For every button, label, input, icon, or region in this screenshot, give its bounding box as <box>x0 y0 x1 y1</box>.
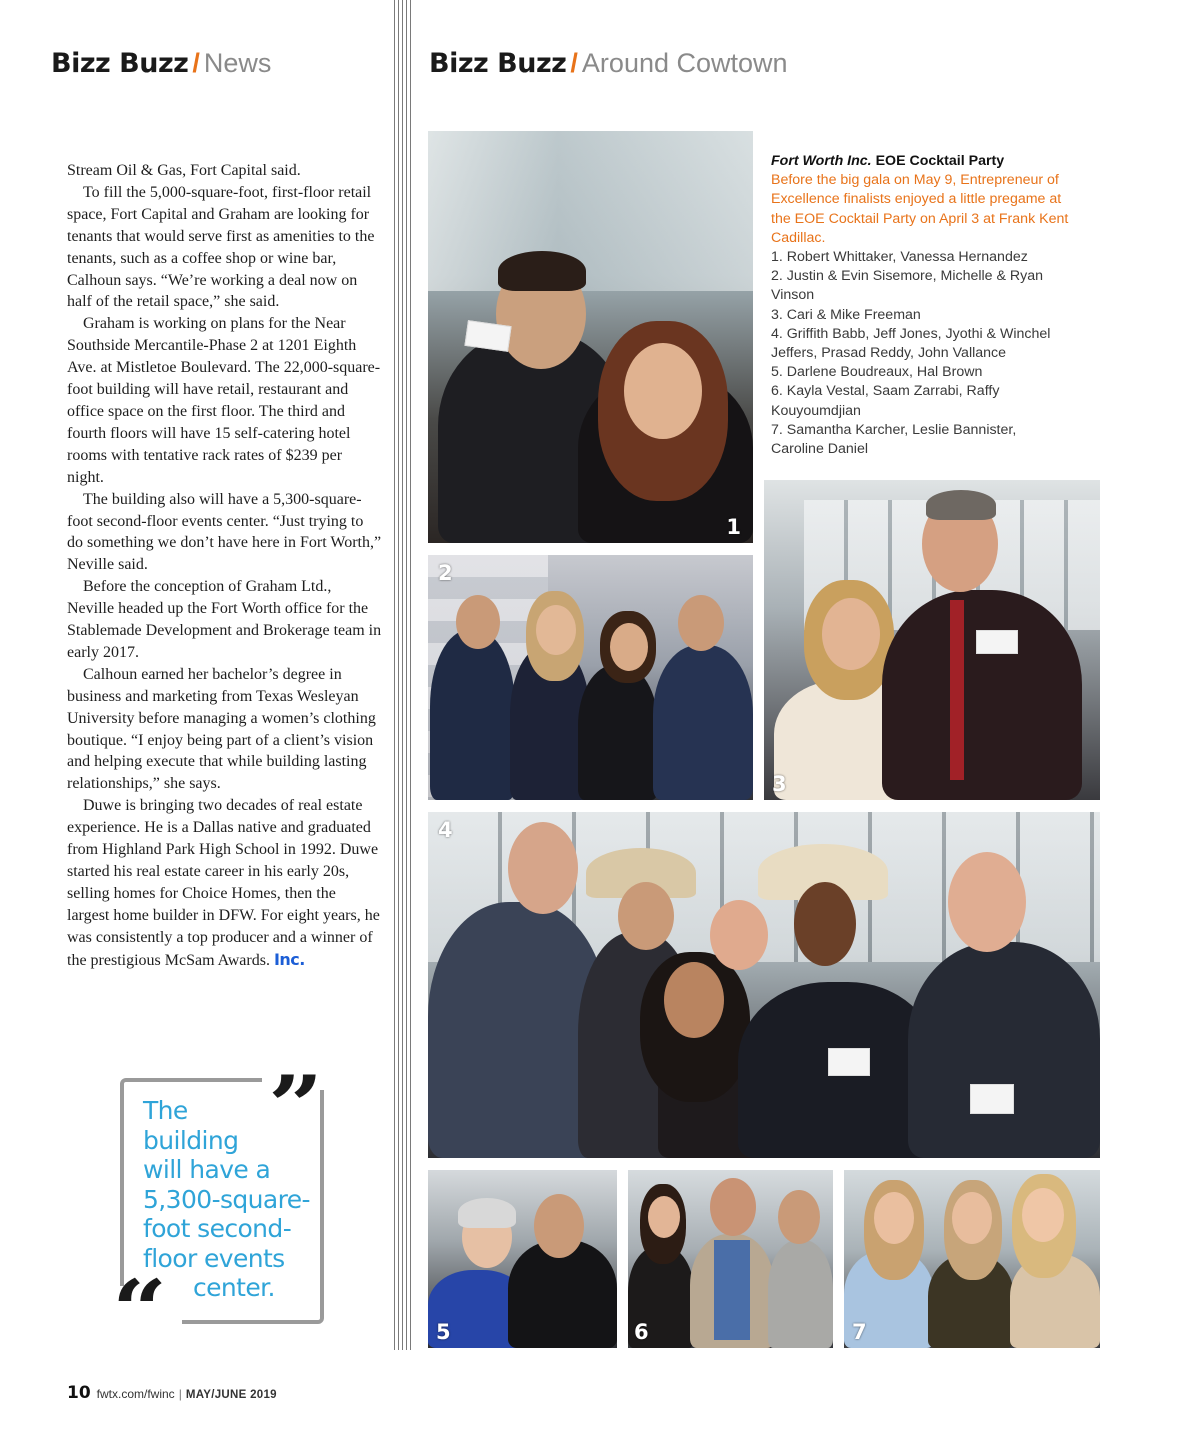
page-number: 10 <box>67 1383 91 1403</box>
right-header-title: Bizz Buzz <box>429 48 567 79</box>
photo-2 <box>428 555 753 800</box>
photo-3 <box>764 480 1100 800</box>
caption-item: 2. Justin & Evin Sisemore, Michelle & Ryan Vinson <box>771 268 1044 304</box>
caption-title-publication: Fort Worth Inc. <box>771 153 872 169</box>
caption-item: 7. Samantha Karcher, Leslie Bannister, Caroline Daniel <box>771 421 1017 458</box>
column-divider <box>393 0 411 1350</box>
pull-quote-line: building <box>143 1125 239 1155</box>
footer-issue: MAY/JUNE 2019 <box>185 1389 277 1401</box>
right-header-section: Around Cowtown <box>581 48 788 78</box>
photo-number: 7 <box>852 1320 867 1344</box>
caption-item: 3. Cari & Mike Freeman <box>771 306 921 323</box>
caption-item: 4. Griffith Babb, Jeff Jones, Jyothi & Winchel Jeffers, Prasad Reddy, John Vallance <box>771 325 1051 362</box>
left-header-slash: / <box>192 48 200 78</box>
left-section-header <box>51 48 271 79</box>
caption-item: 1. Robert Whittaker, Vanessa Hernandez <box>771 249 1028 266</box>
pull-quote-line: The <box>143 1096 188 1125</box>
photo-7 <box>844 1170 1100 1348</box>
article-paragraph: The building also will have a 5,300-square-foot second-floor events center. “Just trying to do something we don’t have here in Fort Worth,” Neville said. <box>67 490 382 574</box>
photo-number: 2 <box>438 561 453 585</box>
footer-divider: | <box>178 1387 182 1401</box>
photo-number: 1 <box>726 515 741 539</box>
caption-item: 6. Kayla Vestal, Saam Zarrabi, Raffy Kouyoumdjian <box>771 383 1000 419</box>
article-paragraph: Graham is working on plans for the Near Southside Mercantile-Phase 2 at 1201 Eighth Ave. at Mistletoe Boulevard. The 22,000-square-foot building will have retail, restaurant and office space on the first floor. The third and fourth floors will have 15 self-catering hotel rooms with tentative rack rates of $239 per night. <box>67 315 381 486</box>
article-paragraph-text: Duwe is bringing two decades of real estate experience. He is a Dallas native and graduated from Highland Park High School in 1992. Duwe started his real estate career in his early 20s, selling homes for Choice Homes, then the largest home builder in DFW. For eight years, he was consistently a top producer and a winner of the prestigious McSam Awards. <box>67 797 380 969</box>
article-paragraph: Before the conception of Graham Ltd., Neville headed up the Fort Worth office for the Stablemade Development and Brokerage team in early 2017. <box>67 578 382 661</box>
caption-name-list <box>771 248 1071 459</box>
caption-item: 5. Darlene Boudreaux, Hal Brown <box>771 364 983 381</box>
photo-5 <box>428 1170 617 1348</box>
article-paragraph-last <box>67 795 382 971</box>
photo-4 <box>428 812 1100 1158</box>
article-paragraph: Calhoun earned her bachelor’s degree in business and marketing from Texas Wesleyan University before managing a women’s clothing boutique. “I enjoy being part of a client’s vision and helping execute that while building lasting relationships,” she says. <box>67 665 376 793</box>
footer-url: fwtx.com/fwinc <box>96 1387 175 1401</box>
photo-number: 6 <box>634 1320 649 1344</box>
photo-number: 5 <box>436 1320 451 1344</box>
inc-end-mark: Inc. <box>273 949 305 969</box>
article-body <box>67 160 382 972</box>
caption-intro: Before the big gala on May 9, Entrepreneur of Excellence finalists enjoyed a little pregame at the EOE Cocktail Party on April 3 at Frank Kent Cadillac. <box>771 172 1069 246</box>
pull-quote-line: center. <box>193 1273 275 1302</box>
left-header-title: Bizz Buzz <box>51 48 189 79</box>
right-header-slash: / <box>570 48 578 78</box>
pull-quote-text <box>143 1096 313 1303</box>
photo-number: 4 <box>438 818 453 842</box>
pull-quote-line: will have a <box>143 1155 271 1184</box>
pull-quote-line: foot second- <box>143 1214 292 1243</box>
pull-quote-line: 5,300-square- <box>143 1184 310 1214</box>
caption-title <box>771 152 1071 171</box>
photo-6 <box>628 1170 833 1348</box>
page-footer <box>67 1383 277 1403</box>
photo-1 <box>428 131 753 543</box>
photo-number: 3 <box>772 772 787 796</box>
opening-quote-mark-icon: “ <box>112 1261 168 1358</box>
article-paragraph: To fill the 5,000-square-foot, first-floor retail space, Fort Capital and Graham are looking for tenants that would serve first as amenities to the tenants, such as a coffee shop or wine bar, Calhoun says. “We’re working a deal now on half of the retail space,” she said. <box>67 183 375 311</box>
right-section-header <box>429 48 788 79</box>
photo-caption <box>771 152 1071 459</box>
caption-title-event: EOE Cocktail Party <box>871 153 1005 169</box>
article-paragraph: Stream Oil & Gas, Fort Capital said. <box>67 162 301 179</box>
closing-quote-mark-icon: ” <box>268 1057 324 1154</box>
pull-quote-line: floor events <box>143 1243 285 1273</box>
left-header-section: News <box>203 48 272 78</box>
